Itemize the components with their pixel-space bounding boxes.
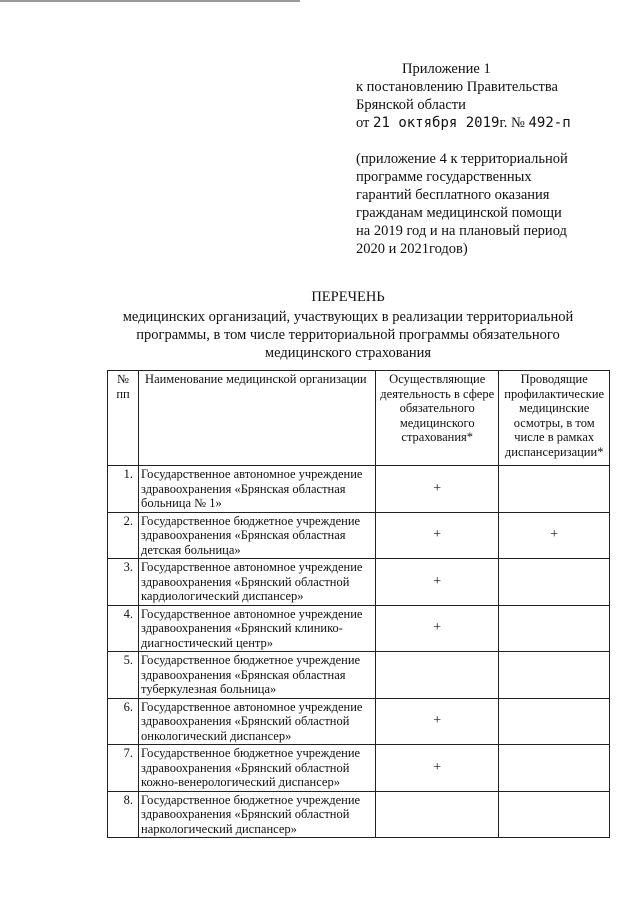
organization-name-line: Государственное автономное учреждение bbox=[141, 467, 363, 481]
organization-name-line: больница № 1» bbox=[141, 496, 222, 510]
organization-name bbox=[139, 698, 376, 745]
preventive-mark bbox=[499, 559, 610, 606]
organization-name-line: Государственное бюджетное учреждение bbox=[141, 746, 361, 760]
table-row bbox=[108, 512, 610, 559]
table-row bbox=[108, 605, 610, 652]
oms-mark: + bbox=[376, 512, 499, 559]
organization-name-line: Государственное автономное учреждение bbox=[141, 699, 363, 714]
organization-name-line: Государственное бюджетное учреждение bbox=[141, 513, 361, 528]
heading-title: ПЕРЕЧЕНЬ bbox=[311, 289, 385, 305]
appendix-parenthetical bbox=[356, 150, 616, 258]
organization-name-line: здравоохранения «Брянский областной bbox=[141, 760, 350, 775]
organization-name-line: диагностический центр» bbox=[141, 635, 274, 650]
header-oms: Осуществляющие деятельность в сфере обязательного медицинского страхования* bbox=[376, 371, 499, 466]
preventive-mark bbox=[499, 745, 610, 792]
oms-mark: + bbox=[376, 605, 499, 652]
table-row bbox=[108, 745, 610, 792]
organization-name bbox=[139, 791, 376, 838]
row-number: 2. bbox=[108, 512, 139, 559]
date-value: 21 октября 2019 bbox=[373, 115, 500, 131]
preventive-mark bbox=[499, 466, 610, 513]
paren-line: на 2019 год и на плановый период bbox=[356, 223, 567, 239]
organization-name-line: туберкулезная больница» bbox=[141, 682, 277, 696]
date-year-suffix: г. bbox=[499, 115, 508, 131]
organization-name-line: Государственное автономное учреждение bbox=[141, 560, 363, 574]
row-number: 4. bbox=[108, 605, 139, 652]
organization-name-line: здравоохранения «Брянский областной bbox=[141, 574, 350, 589]
table-row bbox=[108, 791, 610, 838]
appendix-title: Приложение 1 bbox=[402, 61, 491, 77]
organization-name bbox=[139, 745, 376, 792]
appendix-block bbox=[356, 60, 616, 258]
paren-line: (приложение 4 к территориальной bbox=[356, 151, 568, 167]
organization-name-line: здравоохранения «Брянский клинико- bbox=[141, 621, 343, 635]
preventive-mark bbox=[499, 698, 610, 745]
preventive-mark bbox=[499, 791, 610, 838]
preventive-mark: + bbox=[499, 512, 610, 559]
row-number: 7. bbox=[108, 745, 139, 792]
organization-name-line: Государственное бюджетное учреждение bbox=[141, 653, 361, 667]
paren-line: гражданам медицинской помощи bbox=[356, 205, 562, 221]
organization-name-line: здравоохранения «Брянская областная bbox=[141, 481, 346, 496]
oms-mark: + bbox=[376, 745, 499, 792]
table-body bbox=[108, 466, 610, 838]
organization-name-line: здравоохранения «Брянская областная bbox=[141, 528, 346, 542]
heading-line: медицинских организаций, участвующих в реализации территориальной bbox=[122, 309, 574, 325]
oms-mark: + bbox=[376, 466, 499, 513]
header-name: Наименование медицинской организации bbox=[139, 371, 376, 466]
preventive-mark bbox=[499, 652, 610, 699]
appendix-line-1: к постановлению Правительства bbox=[356, 79, 558, 95]
paren-line: гарантий бесплатного оказания bbox=[356, 187, 550, 203]
organization-name bbox=[139, 466, 376, 513]
row-number: 5. bbox=[108, 652, 139, 699]
row-number: 6. bbox=[108, 698, 139, 745]
organization-name-line: здравоохранения «Брянская областная bbox=[141, 667, 346, 682]
heading-line: медицинского страхования bbox=[264, 345, 432, 361]
oms-mark: + bbox=[376, 698, 499, 745]
top-rule bbox=[0, 0, 300, 2]
organization-name-line: Государственное автономное учреждение bbox=[141, 606, 363, 621]
number-prefix: № bbox=[511, 115, 525, 131]
table-row bbox=[108, 559, 610, 606]
row-number: 8. bbox=[108, 791, 139, 838]
organization-name-line: онкологический диспансер» bbox=[141, 728, 292, 743]
oms-mark bbox=[376, 652, 499, 699]
organization-name-line: кожно-венерологический диспансер» bbox=[141, 775, 340, 789]
organization-name-line: Государственное бюджетное учреждение bbox=[141, 792, 361, 807]
organization-name-line: кардиологический диспансер» bbox=[141, 589, 304, 603]
organization-name-line: детская больница» bbox=[141, 542, 241, 557]
preventive-mark bbox=[499, 605, 610, 652]
table-header-row bbox=[108, 371, 610, 466]
organization-name bbox=[139, 512, 376, 559]
document-heading bbox=[100, 288, 596, 362]
date-prefix: от bbox=[356, 115, 370, 131]
paren-line: программе государственных bbox=[356, 169, 532, 185]
organization-name bbox=[139, 559, 376, 606]
table-row bbox=[108, 466, 610, 513]
oms-mark: + bbox=[376, 559, 499, 606]
table-row bbox=[108, 652, 610, 699]
appendix-line-2: Брянской области bbox=[356, 97, 466, 113]
row-number: 1. bbox=[108, 466, 139, 513]
table-row bbox=[108, 698, 610, 745]
organizations-table bbox=[107, 370, 610, 838]
appendix-date-line bbox=[356, 114, 616, 132]
organization-name bbox=[139, 652, 376, 699]
row-number: 3. bbox=[108, 559, 139, 606]
organization-name bbox=[139, 605, 376, 652]
header-preventive: Проводящие профилактические медицинские осмотры, в том числе в рамках диспансеризации* bbox=[499, 371, 610, 466]
paren-line: 2020 и 2021годов) bbox=[356, 241, 468, 257]
organization-name-line: наркологический диспансер» bbox=[141, 821, 297, 836]
organization-name-line: здравоохранения «Брянский областной bbox=[141, 714, 350, 728]
organization-name-line: здравоохранения «Брянский областной bbox=[141, 807, 350, 821]
header-number: № пп bbox=[108, 371, 139, 466]
heading-line: программы, в том числе территориальной программы обязательного bbox=[136, 327, 560, 343]
number-value: 492-п bbox=[528, 115, 571, 131]
oms-mark bbox=[376, 791, 499, 838]
